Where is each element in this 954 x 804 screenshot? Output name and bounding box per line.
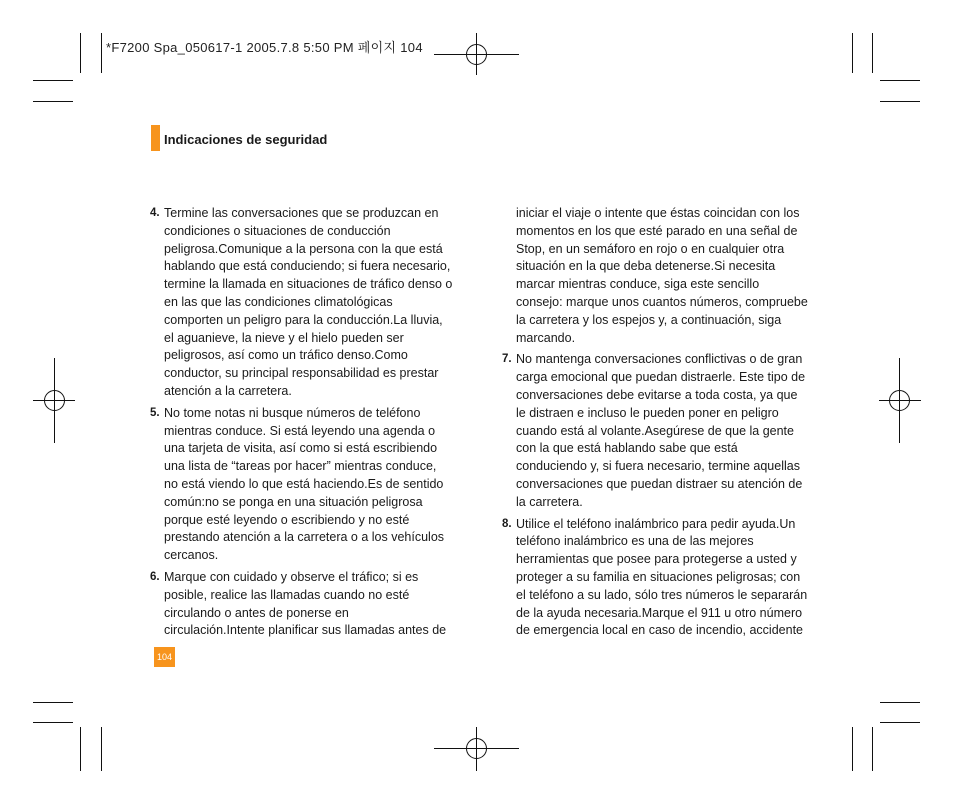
section-accent-bar <box>151 125 160 151</box>
crop-mark-line <box>33 80 73 81</box>
right-column <box>502 205 818 644</box>
crop-mark-line <box>852 33 853 73</box>
registration-circle <box>466 44 487 65</box>
list-item <box>502 516 818 641</box>
registration-circle <box>889 390 910 411</box>
section-title: Indicaciones de seguridad <box>164 132 328 147</box>
crop-mark-line <box>880 722 920 723</box>
crop-mark-line <box>33 722 73 723</box>
item-text: Utilice el teléfono inalámbrico para pedir ayuda.Un teléfono inalámbrico es una de las mejores herramientas que posee para protegerse a usted y proteger a su familia en situaciones peligrosas; con el teléfono a su lado, sólo tres números le separarán de la ayuda necesaria.Marque el 911 u otro número de emergencia local en caso de incendio, accidente <box>516 516 808 638</box>
registration-circle <box>466 738 487 759</box>
crop-mark-line <box>852 727 853 771</box>
crop-mark-line <box>872 727 873 771</box>
list-item <box>502 351 818 511</box>
crop-mark-line <box>880 702 920 703</box>
item-text: No mantenga conversaciones conflictivas o de gran carga emocional que puedan distraerle. Este tipo de conversaciones debe evitarse a toda costa, ya que le distraen e incluso le pueden poner en peligro cuando está al volante.Asegúrese de que la gente con la que está hablando sabe que está conduciendo y, si fuera necesario, termine aquellas conversaciones que puedan distraer su atención de la carretera. <box>516 352 806 509</box>
list-item <box>150 205 462 401</box>
item-text: No tome notas ni busque números de teléfono mientras conduce. Si está leyendo una agenda o una tarjeta de visita, así como si está escribiendo una lista de “tareas por hacer” mientras conduce, no está viendo lo que está haciendo.Es de sentido común:no se ponga en una situación peligrosa porque esté leyendo o escribiendo y no esté prestando atención a la carretera o a los vehículos cercanos. <box>164 405 445 563</box>
item-number: 8. <box>502 517 512 530</box>
item-number: 6. <box>150 570 160 583</box>
crop-mark-line <box>872 33 873 73</box>
crop-mark-line <box>80 33 81 73</box>
crop-mark-line <box>33 702 73 703</box>
page-number: 104 <box>154 647 175 667</box>
continued-text: iniciar el viaje o intente que éstas coincidan con los momentos en los que esté parado en una señal de Stop, en un semáforo en rojo o en cualquier otra situación en la que deba detenerse.Si necesita marcar mientras conduce, siga este sencillo consejo: marque unos cuantos números, compruebe la carretera y los espejos y, a continuación, siga marcando. <box>516 206 808 345</box>
item-number: 4. <box>150 207 160 219</box>
item-number: 5. <box>150 406 160 419</box>
crop-mark-line <box>80 727 81 771</box>
crop-mark-line <box>880 101 920 102</box>
list-item <box>150 405 462 565</box>
item-text: Termine las conversaciones que se produzcan en condiciones o situaciones de conducción peligrosa.Comunique a la persona con la que está hablando que está conduciendo; si fuera necesario, termine la llamada en situaciones de tráfico denso o en las que las condiciones climatológicas comporten un peligro para la conducción.La lluvia, el aguanieve, la nieve y el hielo pueden ser peligrosos, así como un tráfico denso.Como conductor, su principal responsabilidad es prestar atención a la carretera. <box>164 206 453 398</box>
list-item <box>150 569 462 640</box>
print-slug: *F7200 Spa_050617-1 2005.7.8 5:50 PM 페이지 104 <box>106 40 423 55</box>
crop-mark-line <box>101 727 102 771</box>
crop-mark-line <box>880 80 920 81</box>
item-text: Marque con cuidado y observe el tráfico; si es posible, realice las llamadas cuando no esté circulando o antes de ponerse en circulación.Intente planificar sus llamadas antes de <box>164 569 447 638</box>
left-column <box>150 205 462 644</box>
crop-mark-line <box>33 101 73 102</box>
crop-mark-line <box>101 33 102 73</box>
registration-circle <box>44 390 65 411</box>
item-number: 7. <box>502 353 512 366</box>
